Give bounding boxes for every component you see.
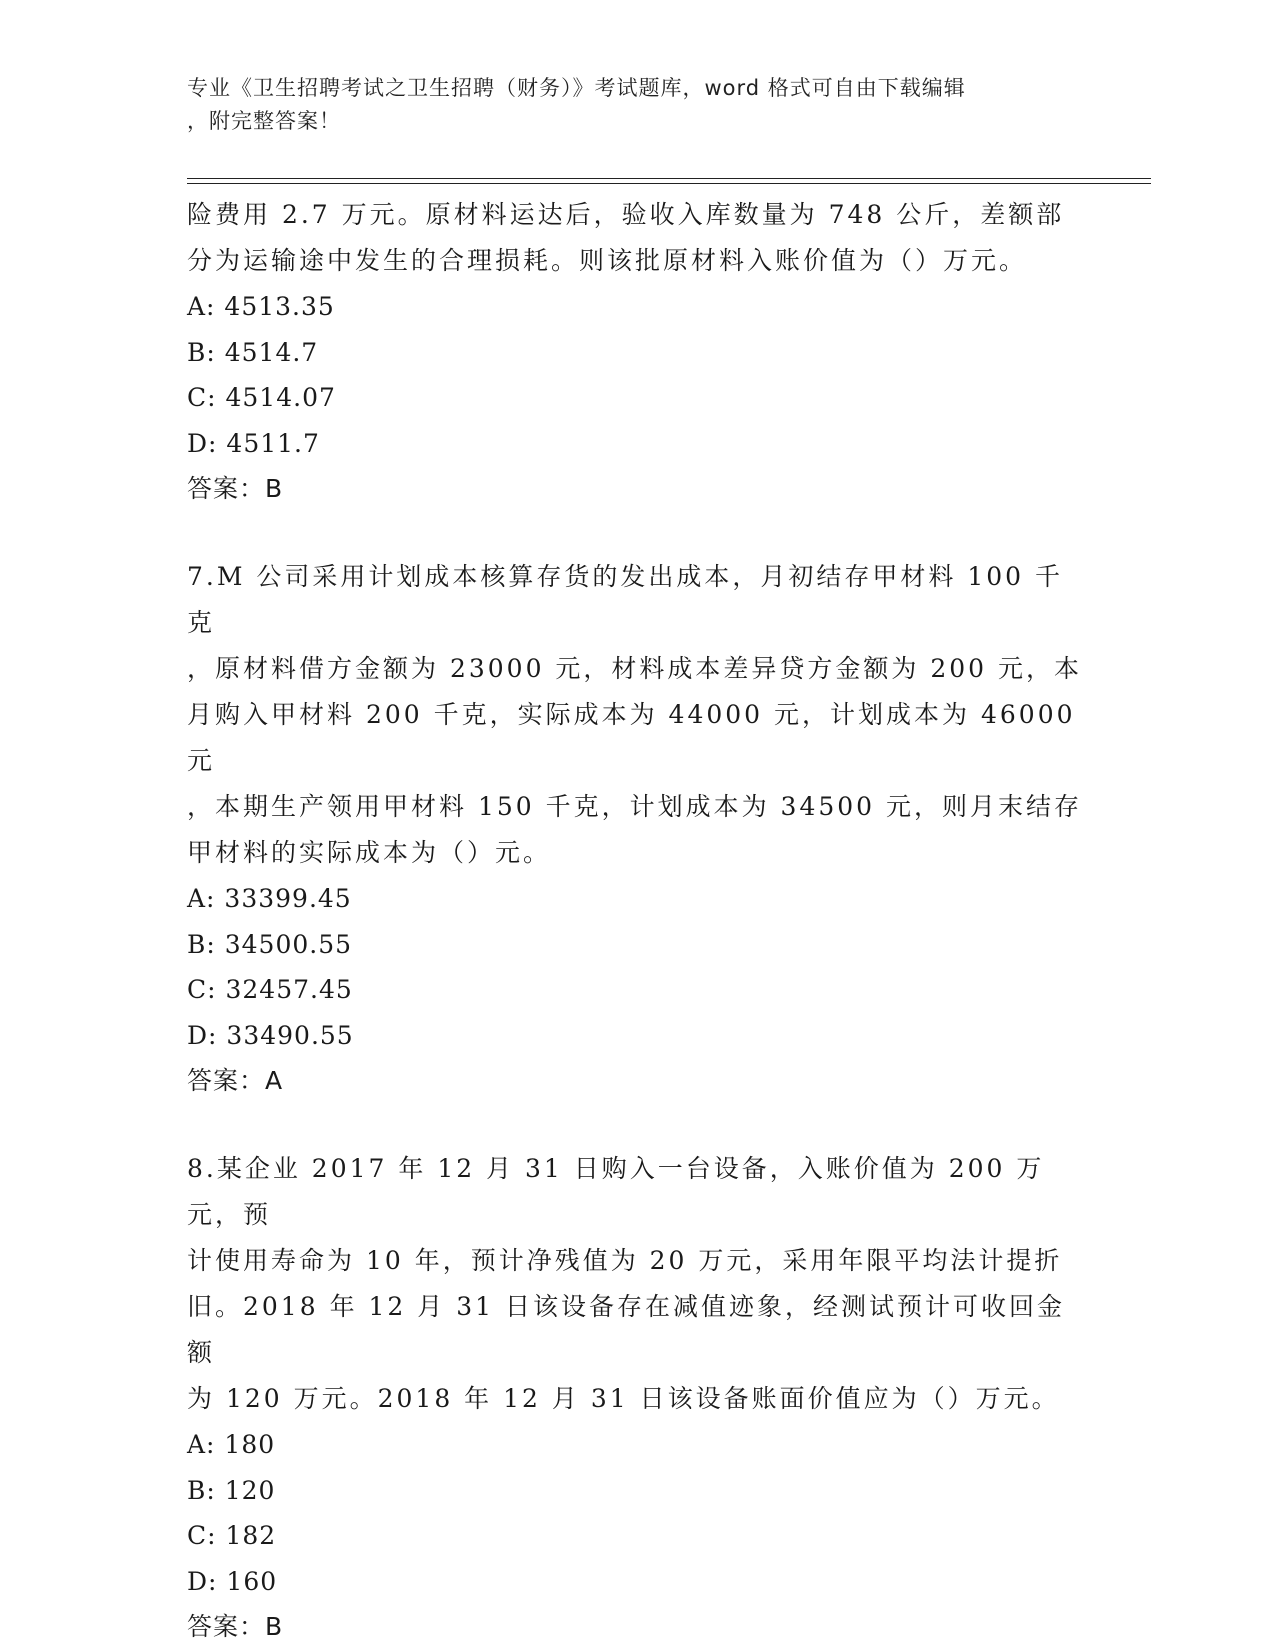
option-c: C: 4514.07 xyxy=(187,383,336,412)
document-header xyxy=(187,72,1067,138)
question-text-line: 甲材料的实际成本为（）元。 xyxy=(187,838,552,867)
question-7 xyxy=(187,554,1087,1104)
option-b: B: 120 xyxy=(187,1475,276,1505)
option-d: D: 160 xyxy=(187,1566,278,1596)
question-8 xyxy=(187,1146,1087,1650)
option-d: D: 4511.7 xyxy=(187,428,320,458)
question-text-line: 分为运输途中发生的合理损耗。则该批原材料入账价值为（）万元。 xyxy=(187,246,1028,275)
option-b: B: 34500.55 xyxy=(187,929,353,959)
option-d: D: 33490.55 xyxy=(187,1020,354,1050)
header-rule-bottom xyxy=(187,183,1151,184)
option-a: A: 33399.45 xyxy=(187,884,352,913)
answer: 答案：B xyxy=(187,1612,284,1641)
answer: 答案：A xyxy=(187,1066,284,1095)
header-rule-top xyxy=(187,178,1151,179)
option-c: C: 32457.45 xyxy=(187,975,353,1004)
option-c: C: 182 xyxy=(187,1521,277,1550)
question-text-line: 旧。2018 年 12 月 31 日该设备存在减值迹象，经测试预计可收回金额 xyxy=(187,1292,1065,1367)
option-a: A: 4513.35 xyxy=(187,292,335,321)
question-text-line: ，本期生产领用甲材料 150 千克，计划成本为 34500 元，则月末结存 xyxy=(187,792,1083,821)
question-list xyxy=(187,192,1087,1650)
question-6 xyxy=(187,192,1087,512)
question-text-line: 7.M 公司采用计划成本核算存货的发出成本，月初结存甲材料 100 千克 xyxy=(187,562,1064,637)
option-b: B: 4514.7 xyxy=(187,337,319,367)
question-text-line: 计使用寿命为 10 年，预计净残值为 20 万元，采用年限平均法计提折 xyxy=(187,1246,1063,1275)
question-text-line: 月购入甲材料 200 千克，实际成本为 44000 元，计划成本为 46000 元 xyxy=(187,700,1087,775)
question-text-line: 8.某企业 2017 年 12 月 31 日购入一台设备，入账价值为 200 万元，预 xyxy=(187,1154,1045,1229)
question-text-line: 险费用 2.7 万元。原材料运达后，验收入库数量为 748 公斤，差额部 xyxy=(187,200,1065,229)
question-text-line: ，原材料借方金额为 23000 元，材料成本差异贷方金额为 200 元，本 xyxy=(187,654,1083,683)
question-text-line: 为 120 万元。2018 年 12 月 31 日该设备账面价值应为（）万元。 xyxy=(187,1384,1060,1413)
option-a: A: 180 xyxy=(187,1430,276,1459)
header-line-2: ，附完整答案！ xyxy=(187,109,341,133)
header-line-1: 专业《卫生招聘考试之卫生招聘（财务）》考试题库，word 格式可自由下载编辑 xyxy=(187,76,966,100)
answer: 答案：B xyxy=(187,474,284,503)
